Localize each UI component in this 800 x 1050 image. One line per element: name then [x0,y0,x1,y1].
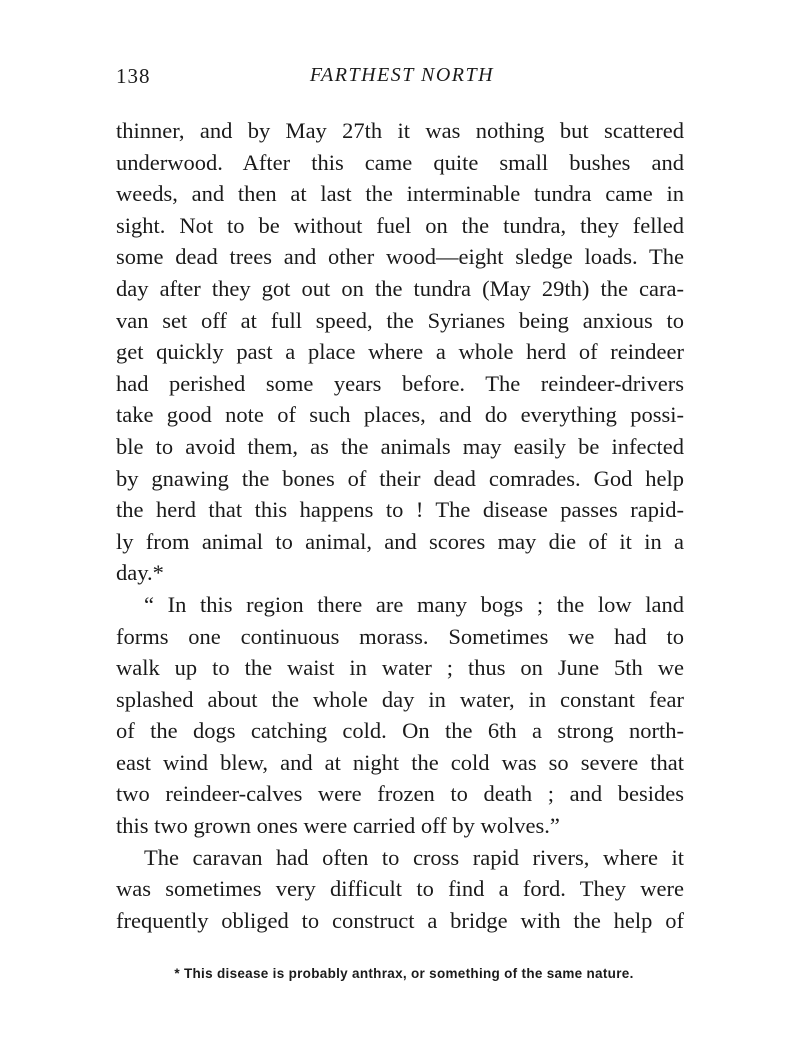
running-head: FARTHEST NORTH [309,64,495,86]
page-number: 138 [116,64,151,88]
text-line: east wind blew, and at night the cold was so severe that [116,749,684,775]
text-line: day.* [116,560,164,586]
text-line: the herd that this happens to ! The disease passes rapid- [116,497,684,523]
text-line: this two grown ones were carried off by wolves.” [116,813,560,839]
text-line: weeds, and then at last the interminable tundra came in [116,181,684,207]
text-line: two reindeer-calves were frozen to death ; and besides [116,781,684,807]
text-line: forms one continuous morass. Sometimes we had to [116,623,684,649]
text-line: by gnawing the bones of their dead comrades. God help [116,465,684,491]
text-line: take good note of such places, and do everything possi- [116,402,684,428]
text-line: sight. Not to be without fuel on the tundra, they felled [116,212,684,238]
text-line: day after they got out on the tundra (May 29th) the cara- [116,275,684,301]
footnote: * This disease is probably anthrax, or something of the same nature. [174,966,634,981]
text-line: ly from animal to animal, and scores may die of it in a [116,528,684,554]
text-line: had perished some years before. The reindeer-drivers [116,370,684,396]
text-line: “ In this region there are many bogs ; the low land [144,591,684,617]
text-line: The caravan had often to cross rapid rivers, where it [144,844,684,870]
text-line: walk up to the waist in water ; thus on June 5th we [116,655,684,681]
text-line: of the dogs catching cold. On the 6th a strong north- [116,718,684,744]
text-line: was sometimes very difficult to find a ford. They were [116,876,684,902]
text-line: get quickly past a place where a whole herd of reindeer [116,339,684,365]
body-text [116,115,684,936]
text-line: splashed about the whole day in water, in constant fear [116,686,684,712]
text-line: thinner, and by May 27th it was nothing but scattered [116,118,684,143]
text-line: underwood. After this came quite small bushes and [116,149,684,175]
text-line: frequently obliged to construct a bridge with the help of [116,907,684,933]
text-line: van set off at full speed, the Syrianes being anxious to [116,307,684,333]
text-line: some dead trees and other wood—eight sledge loads. The [116,244,684,270]
text-line: ble to avoid them, as the animals may easily be infected [116,433,684,459]
